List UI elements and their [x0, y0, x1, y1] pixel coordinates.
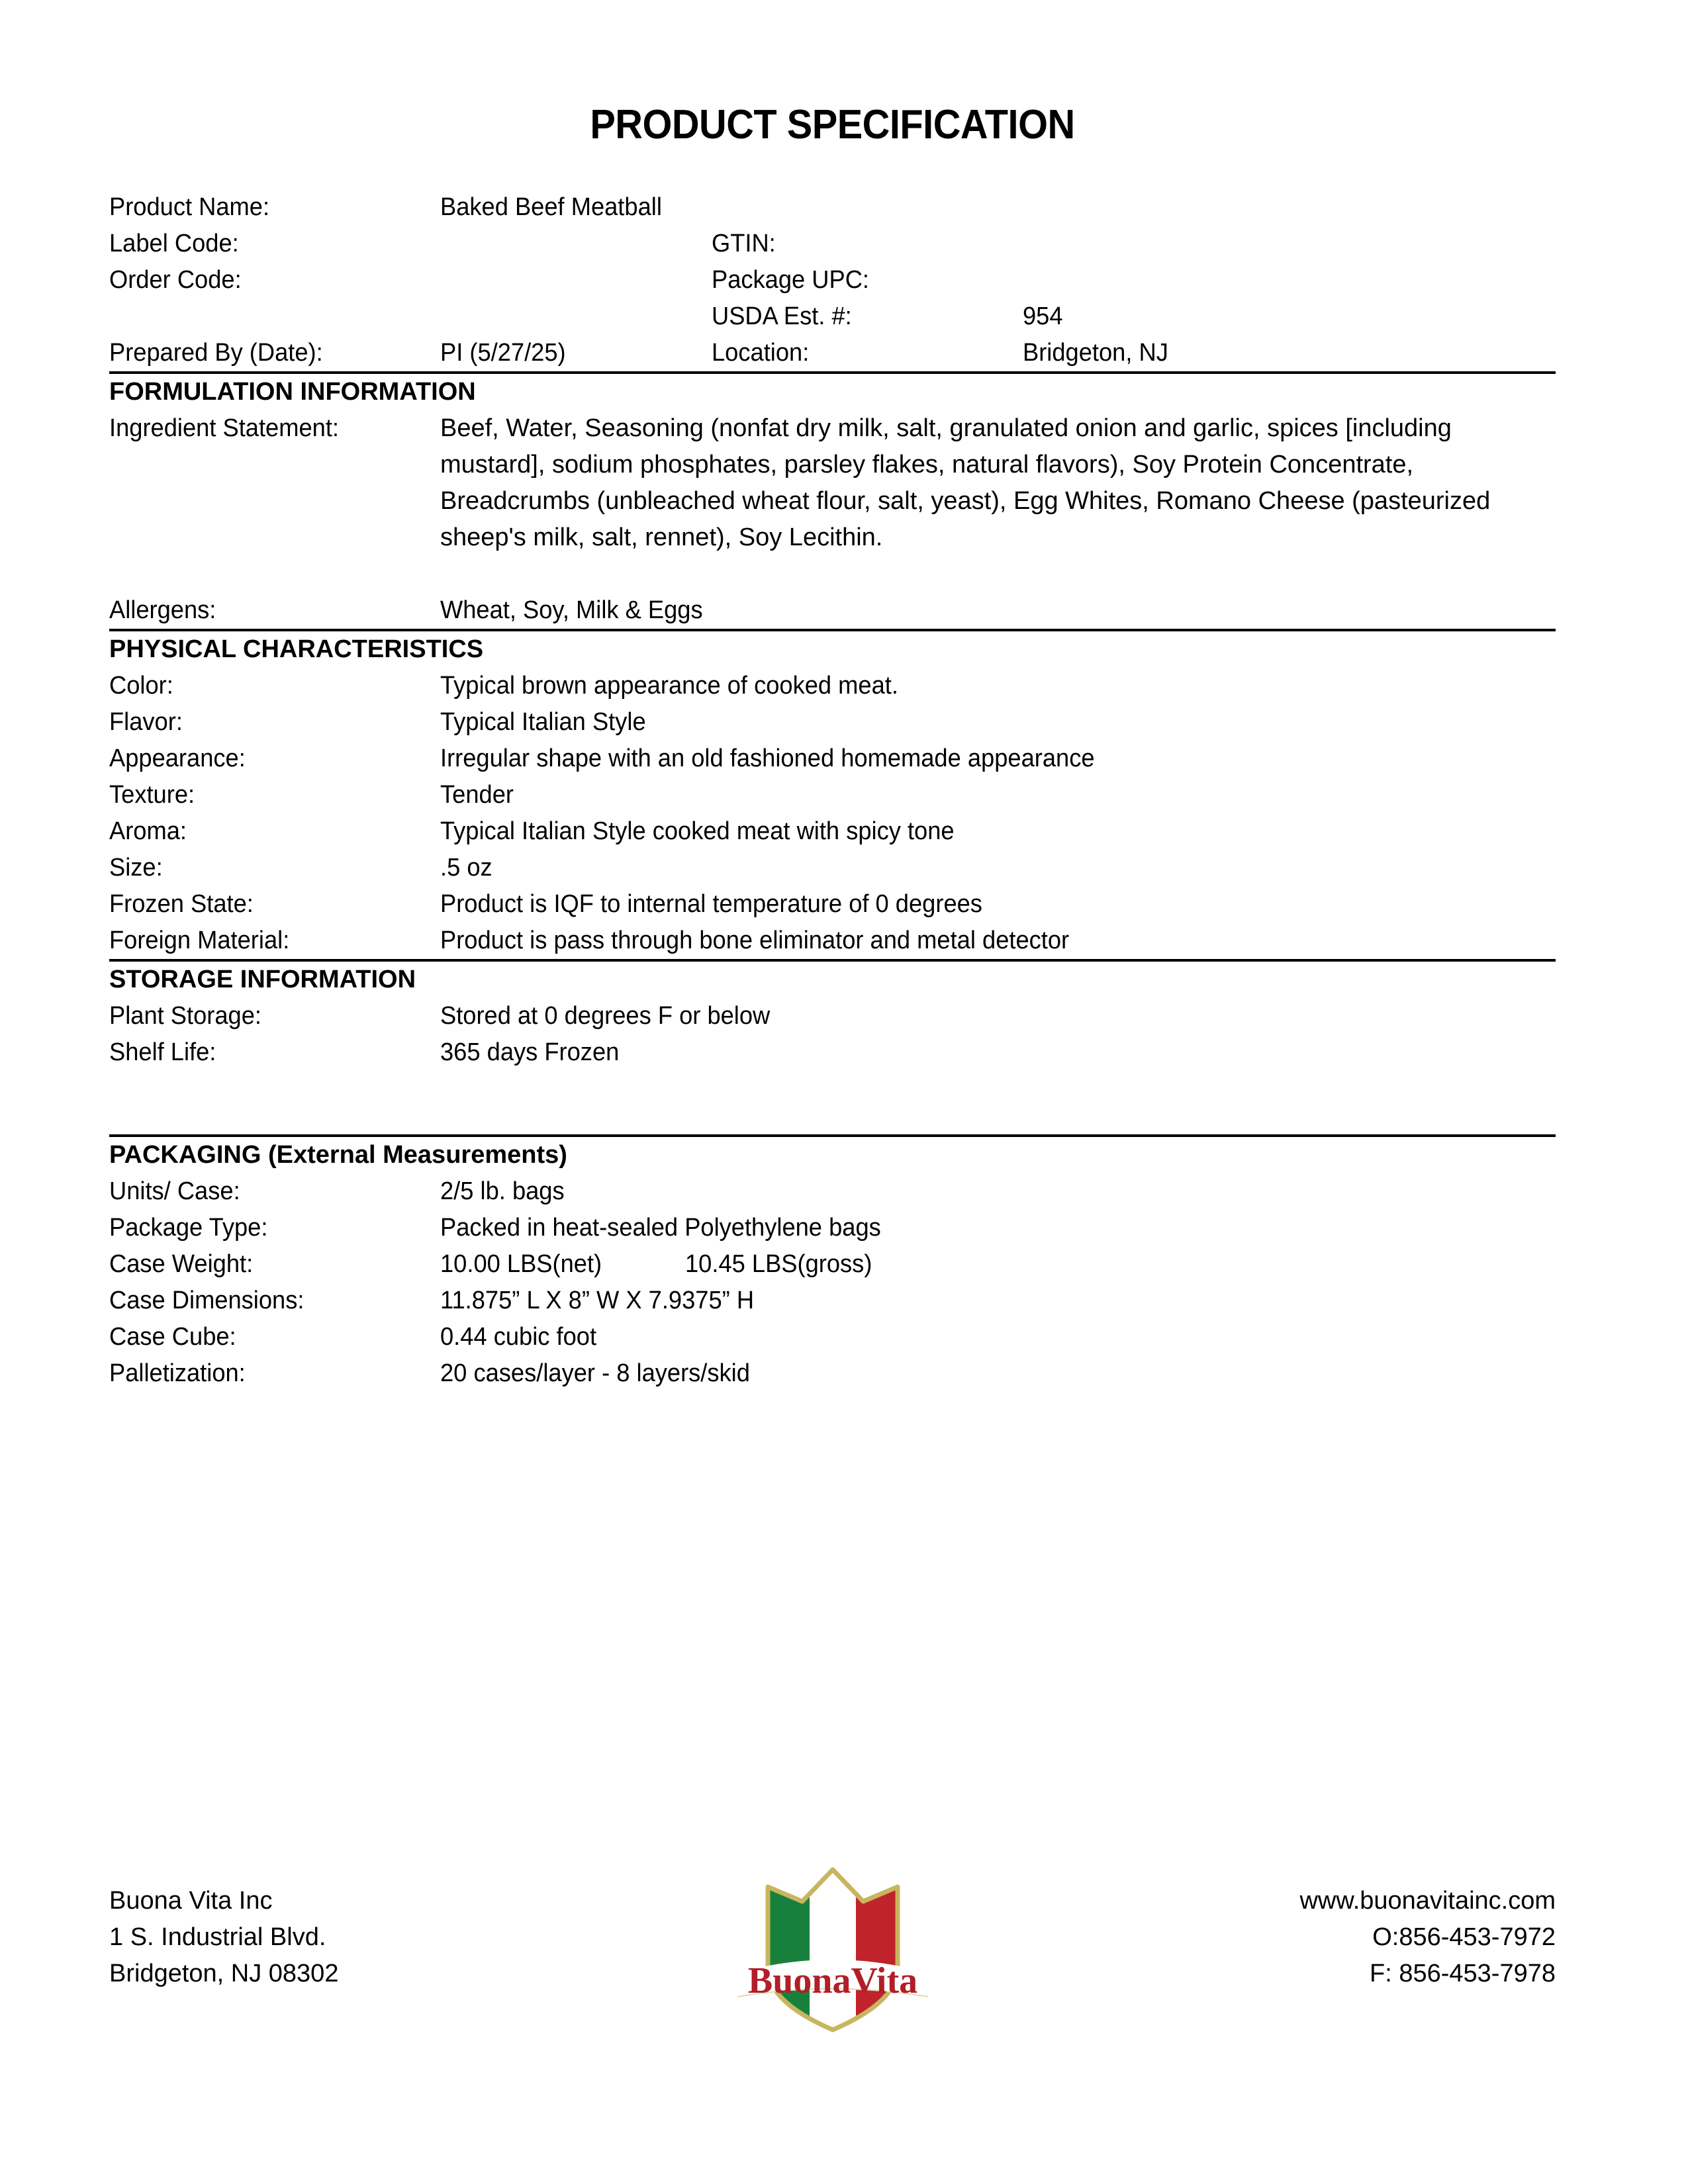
field-row-case-weight	[109, 1246, 1556, 1283]
frozen-state-label: Frozen State:	[109, 890, 254, 918]
field-row-case-dimensions	[109, 1283, 1556, 1319]
palletization-label: Palletization:	[109, 1359, 246, 1387]
field-row-palletization	[109, 1355, 1556, 1392]
package-type-label: Package Type:	[109, 1214, 268, 1242]
field-row-allergens	[109, 592, 1556, 629]
usda-est-value: 954	[1023, 302, 1063, 330]
plant-storage-label: Plant Storage:	[109, 1002, 261, 1030]
footer-company-block	[109, 1883, 338, 1992]
size-value: .5 oz	[440, 854, 492, 882]
aroma-value: Typical Italian Style cooked meat with spicy tone	[440, 817, 955, 845]
field-row-aroma	[109, 813, 1556, 850]
shield-logo-icon	[733, 1843, 932, 2042]
prepared-by-value: PI (5/27/25)	[440, 339, 566, 367]
shelf-life-label: Shelf Life:	[109, 1038, 216, 1066]
case-dimensions-value: 11.875” L X 8” W X 7.9375” H	[440, 1287, 755, 1314]
section-heading-storage: STORAGE INFORMATION	[109, 966, 416, 993]
field-row-plant-storage	[109, 998, 1556, 1034]
field-row-shelf-life	[109, 1034, 1556, 1071]
document-content	[109, 0, 1556, 1392]
prepared-by-label: Prepared By (Date):	[109, 339, 323, 367]
location-value: Bridgeton, NJ	[1023, 339, 1168, 367]
units-case-label: Units/ Case:	[109, 1177, 240, 1205]
texture-value: Tender	[440, 781, 514, 809]
footer-fax: F: 856-453-7978	[1370, 1960, 1556, 1987]
ingredient-statement-block	[109, 410, 1556, 556]
field-row-prepared-by	[109, 335, 1556, 371]
ingredient-statement-value: Beef, Water, Seasoning (nonfat dry milk, salt, granulated onion and garlic, spices [including mustard], sodium phosphates, parsley flakes, natural flavors), Soy Protein Concentrate, Breadcrumbs (unbleached wheat flour, salt, yeast), Egg Whites, Romano Cheese (pasteurized sheep's milk, salt, rennet), Soy Lecithin.	[440, 414, 1491, 551]
order-code-label: Order Code:	[109, 266, 242, 294]
buona-vita-logo	[733, 1843, 932, 2042]
case-weight-net-value: 10.00 LBS(net)	[440, 1250, 602, 1278]
package-type-value: Packed in heat-sealed Polyethylene bags	[440, 1214, 881, 1242]
field-row-case-cube	[109, 1319, 1556, 1355]
case-weight-label: Case Weight:	[109, 1250, 254, 1278]
case-dimensions-label: Case Dimensions:	[109, 1287, 305, 1314]
logo-wordmark: BuonaVita	[747, 1960, 917, 2001]
ingredient-statement-label: Ingredient Statement:	[109, 414, 339, 442]
field-row-color	[109, 668, 1556, 704]
product-name-value: Baked Beef Meatball	[440, 193, 662, 221]
frozen-state-value: Product is IQF to internal temperature of 0 degrees	[440, 890, 982, 918]
section-heading-physical: PHYSICAL CHARACTERISTICS	[109, 635, 484, 663]
units-case-value: 2/5 lb. bags	[440, 1177, 565, 1205]
aroma-label: Aroma:	[109, 817, 187, 845]
plant-storage-value: Stored at 0 degrees F or below	[440, 1002, 771, 1030]
size-label: Size:	[109, 854, 163, 882]
field-row-texture	[109, 777, 1556, 813]
foreign-material-label: Foreign Material:	[109, 927, 290, 954]
case-cube-label: Case Cube:	[109, 1323, 236, 1351]
header-fields-block	[109, 189, 1556, 371]
flavor-value: Typical Italian Style	[440, 708, 646, 736]
footer-address-line2: Bridgeton, NJ 08302	[109, 1960, 339, 1987]
field-row-usda-est	[109, 298, 1556, 335]
field-row-package-type	[109, 1210, 1556, 1246]
footer-address-line1: 1 S. Industrial Blvd.	[109, 1923, 326, 1951]
field-row-order-code	[109, 262, 1556, 298]
usda-est-label: USDA Est. #:	[712, 302, 852, 330]
package-upc-label: Package UPC:	[712, 266, 870, 294]
page-title: PRODUCT SPECIFICATION	[590, 102, 1075, 148]
foreign-material-value: Product is pass through bone eliminator and metal detector	[440, 927, 1070, 954]
field-row-foreign-material	[109, 923, 1556, 959]
page-footer	[109, 1883, 1556, 2035]
footer-company-name: Buona Vita Inc	[109, 1887, 273, 1915]
field-row-appearance	[109, 741, 1556, 777]
field-row-frozen-state	[109, 886, 1556, 923]
shelf-life-value: 365 days Frozen	[440, 1038, 620, 1066]
section-heading-packaging: PACKAGING (External Measurements)	[109, 1141, 567, 1169]
footer-office-phone: O:856-453-7972	[1372, 1923, 1556, 1951]
texture-label: Texture:	[109, 781, 195, 809]
field-row-label-code	[109, 226, 1556, 262]
palletization-value: 20 cases/layer - 8 layers/skid	[440, 1359, 750, 1387]
field-row-size	[109, 850, 1556, 886]
flavor-label: Flavor:	[109, 708, 183, 736]
gtin-label: GTIN:	[712, 230, 776, 257]
case-weight-gross-value: 10.45 LBS(gross)	[685, 1250, 872, 1278]
appearance-value: Irregular shape with an old fashioned homemade appearance	[440, 745, 1095, 772]
label-code-label: Label Code:	[109, 230, 239, 257]
footer-contact-block	[1299, 1883, 1556, 1992]
case-cube-value: 0.44 cubic foot	[440, 1323, 597, 1351]
section-heading-formulation: FORMULATION INFORMATION	[109, 378, 476, 406]
field-row-flavor	[109, 704, 1556, 741]
appearance-label: Appearance:	[109, 745, 246, 772]
product-name-label: Product Name:	[109, 193, 270, 221]
footer-website[interactable]: www.buonavitainc.com	[1299, 1887, 1556, 1915]
color-value: Typical brown appearance of cooked meat.	[440, 672, 898, 700]
allergens-label: Allergens:	[109, 596, 216, 624]
color-label: Color:	[109, 672, 173, 700]
location-label: Location:	[712, 339, 810, 367]
field-row-units-case	[109, 1173, 1556, 1210]
field-row-product-name	[109, 189, 1556, 226]
allergens-value: Wheat, Soy, Milk & Eggs	[440, 596, 703, 624]
